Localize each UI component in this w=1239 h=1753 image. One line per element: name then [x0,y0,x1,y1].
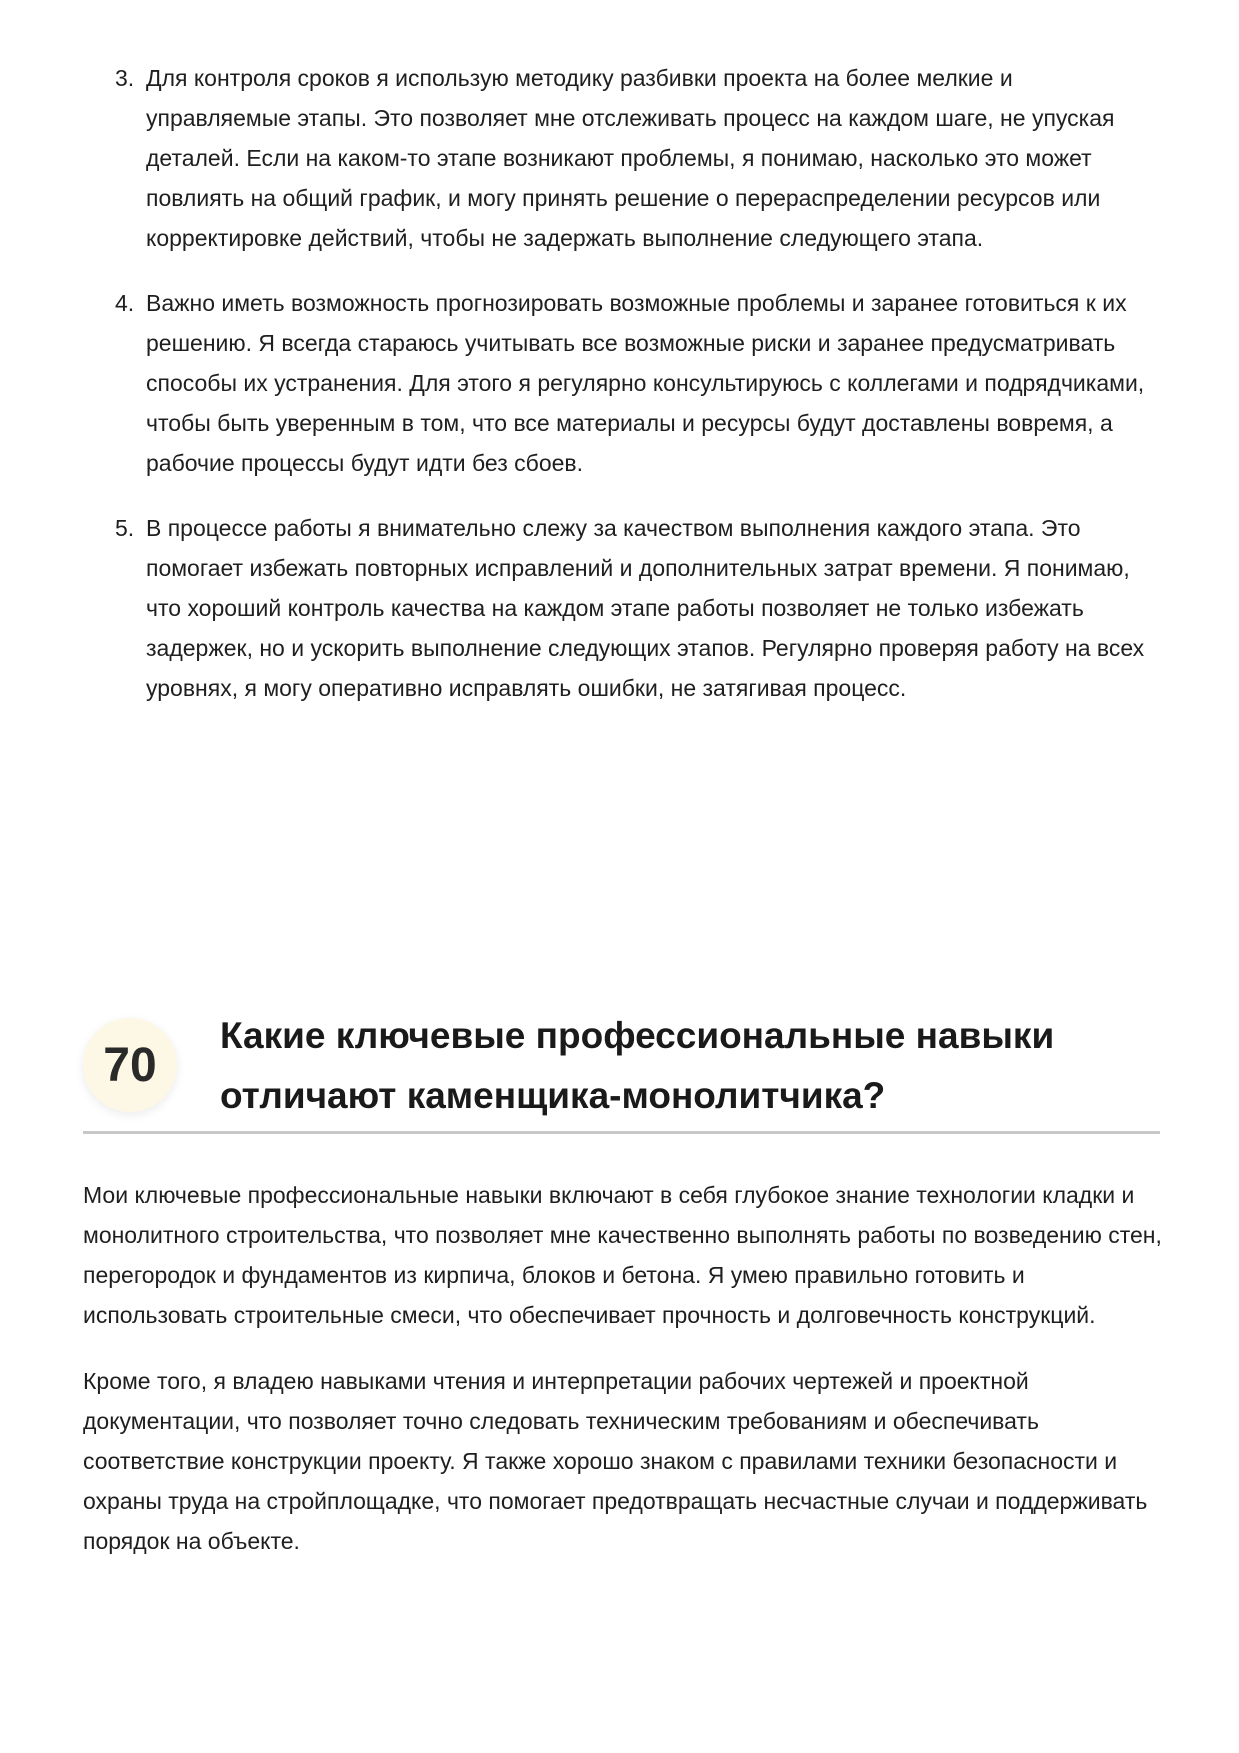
answer-body [83,1175,1163,1587]
answer-paragraph: Мои ключевые профессиональные навыки включают в себя глубокое знание технологии кладки и монолитного строительства, что позволяет мне качественно выполнять работы по возведению стен, перегородок и фундаментов из кирпича, блоков и бетона. Я умею правильно готовить и использовать строительные смеси, что обеспечивает прочность и долговечность конструкций. [83,1182,1162,1328]
list-item-number: 5. [115,515,135,541]
answer-paragraph: Кроме того, я владею навыками чтения и интерпретации рабочих чертежей и проектной документации, что позволяет точно следовать техническим требованиям и обеспечивать соответствие конструкции проекту. Я также хорошо знаком с правилами техники безопасности и охраны труда на стройплощадке, что помогает предотвращать несчастные случаи и поддерживать порядок на объекте. [83,1368,1148,1554]
numbered-list [115,58,1155,733]
question-title: Какие ключевые профессиональные навыки отличают каменщика-монолитчика? [220,1015,1055,1116]
list-item [115,508,1155,708]
list-item [115,283,1155,483]
list-item-number: 3. [115,65,135,91]
list-item [115,58,1155,258]
question-number-badge: 70 [83,1018,177,1112]
list-item-text: Для контроля сроков я использую методику разбивки проекта на более мелкие и управляемые этапы. Это позволяет мне отслеживать процесс на каждом шаге, не упуская деталей. Если на каком-то этапе возникают проблемы, я понимаю, насколько это может повлиять на общий график, и могу принять решение о перераспределении ресурсов или корректировке действий, чтобы не задержать выполнение следующего этапа. [146,65,1115,251]
list-item-text: Важно иметь возможность прогнозировать возможные проблемы и заранее готовиться к их решению. Я всегда стараюсь учитывать все возможные риски и заранее предусматривать способы их устранения. Для этого я регулярно консультируюсь с коллегами и подрядчиками, чтобы быть уверенным в том, что все материалы и ресурсы будут доставлены вовремя, а рабочие процессы будут идти без сбоев. [146,290,1145,476]
heading-divider [83,1131,1160,1134]
question-heading [83,1006,1160,1138]
list-item-text: В процессе работы я внимательно слежу за качеством выполнения каждого этапа. Это помогает избежать повторных исправлений и дополнительных затрат времени. Я понимаю, что хороший контроль качества на каждом этапе работы позволяет не только избежать задержек, но и ускорить выполнение следующих этапов. Регулярно проверяя работу на всех уровнях, я могу оперативно исправлять ошибки, не затягивая процесс. [146,515,1145,701]
list-item-number: 4. [115,290,135,316]
